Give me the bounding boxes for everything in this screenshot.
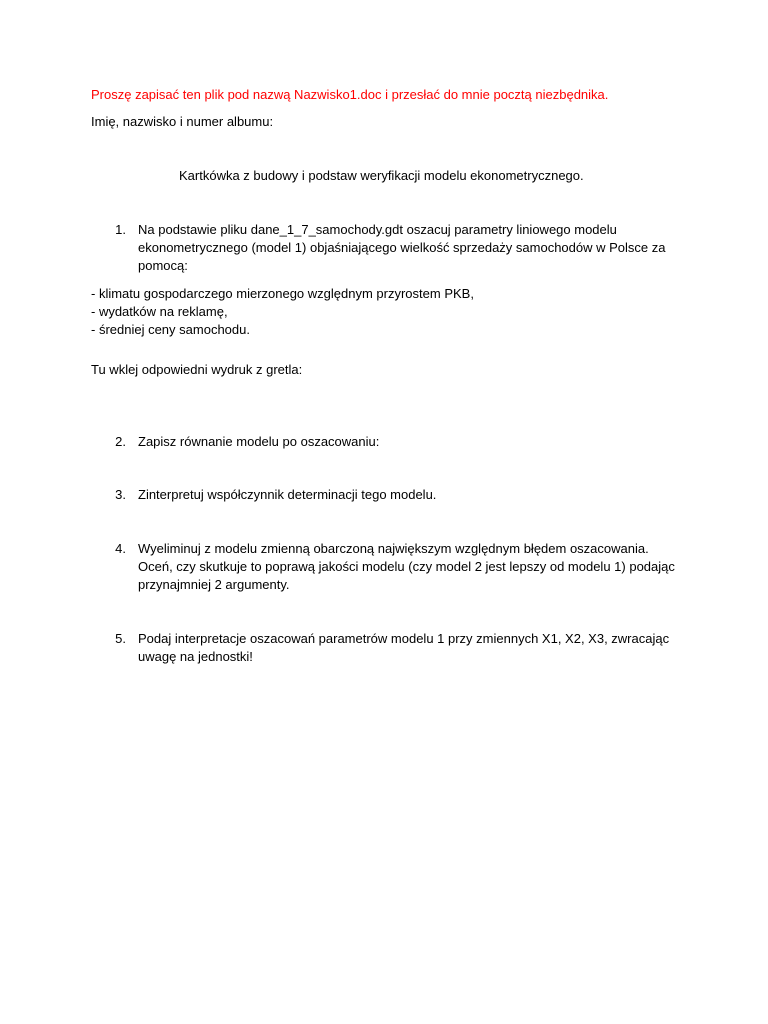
paste-note: Tu wklej odpowiedni wydruk z gretla: bbox=[91, 362, 303, 377]
quiz-title: Kartkówka z budowy i podstaw weryfikacji modelu ekonometrycznego. bbox=[179, 168, 584, 183]
list-item-number: 3. bbox=[115, 487, 126, 502]
list-item-text: Zinterpretuj współczynnik determinacji tego modelu. bbox=[138, 487, 437, 502]
list-item-number: 2. bbox=[115, 434, 126, 449]
instruction-text: Proszę zapisać ten plik pod nazwą Nazwisko1.doc i przesłać do mnie pocztą niezbędnika. bbox=[91, 87, 609, 102]
list-item-text: Zapisz równanie modelu po oszacowaniu: bbox=[138, 434, 380, 449]
list-item-number: 5. bbox=[115, 631, 126, 646]
list-item-number: 4. bbox=[115, 541, 126, 556]
variable-item: - średniej ceny samochodu. bbox=[91, 322, 250, 337]
list-item-text: Wyeliminuj z modelu zmienną obarczoną największym względnym błędem oszacowania. Oceń, czy skutkuje to poprawą jakości modelu (czy model 2 jest lepszy od modelu 1) podając przynajmniej 2 argumenty. bbox=[138, 541, 675, 592]
list-item-text: Na podstawie pliku dane_1_7_samochody.gdt oszacuj parametry liniowego modelu ekonometrycznego (model 1) objaśniającego wielkość sprzedaży samochodów w Polsce za pomocą: bbox=[138, 222, 666, 273]
variable-item: - klimatu gospodarczego mierzonego względnym przyrostem PKB, bbox=[91, 286, 474, 301]
variable-list bbox=[91, 285, 474, 339]
student-info-label: Imię, nazwisko i numer albumu: bbox=[91, 114, 274, 129]
list-item-number: 1. bbox=[115, 222, 126, 237]
variable-item: - wydatków na reklamę, bbox=[91, 304, 228, 319]
list-item-text: Podaj interpretacje oszacowań parametrów modelu 1 przy zmiennych X1, X2, X3, zwracając uwagę na jednostki! bbox=[138, 631, 670, 664]
